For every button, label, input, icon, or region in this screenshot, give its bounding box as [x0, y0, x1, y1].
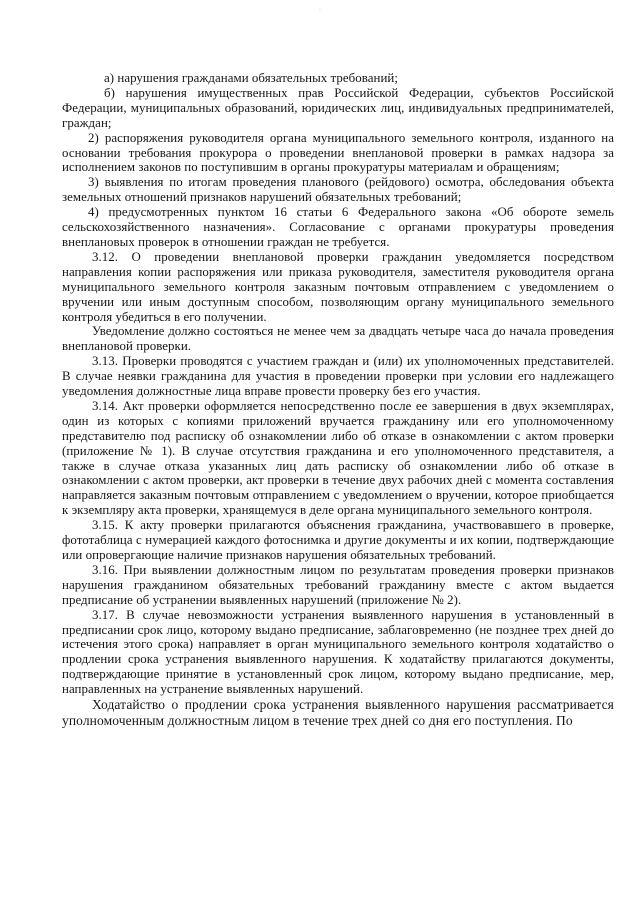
paragraph-3-11-1-a: а) нарушения гражданами обязательных требований; [104, 71, 398, 85]
page-mark: · [319, 7, 321, 14]
paragraph-3-11-4: 4) предусмотренных пунктом 16 статьи 6 Федерального закона «Об обороте земель сельскохозяйственного назначения». Согласование с органами прокуратуры проведения внеплановых проверок в отношении граждан не требуется. [62, 205, 614, 249]
paragraph-notice-deadline: Уведомление должно состояться не менее чем за двадцать четыре часа до начала проведения внеплановой проверки. [62, 324, 614, 354]
paragraph-extension-request: Ходатайство о продлении срока устранения выявленного нарушения рассматривается уполномоченным должностным лицом в течение трех дней со дня его поступления. По [62, 697, 614, 729]
paragraph-3-14: 3.14. Акт проверки оформляется непосредственно после ее завершения в двух экземплярах, один из которых с копиями приложений вручается гражданину или его уполномоченному представителю под расписку об ознакомлении либо об отказе в ознакомлении с актом проверки (приложение № 1). В случае отсутствия гражданина и его уполномоченного представителя, а также в случае отказа указанных лиц дать расписку об ознакомлении либо об отказе в ознакомлении с актом проверки, акт проверки в течение двух рабочих дней с момента составления направляется заказным почтовым отправлением с уведомлением о вручении, которое приобщается к экземпляру акта проверки, хранящемуся в деле органа муниципального земельного контроля. [62, 398, 614, 518]
paragraph-3-11-3: 3) выявления по итогам проведения планового (рейдового) осмотра, обследования объекта земельных отношений признаков нарушений обязательных требований; [62, 175, 614, 205]
paragraph-3-17: 3.17. В случае невозможности устранения выявленного нарушения в установленный в предписании срок лицо, которому выдано предписание, заблаговременно (не позднее трех дней до истечения этого срока) направляет в орган муниципального земельного контроля ходатайство о продлении срока устранения выявленного нарушения. К ходатайству прилагаются документы, подтверждающие принятие в установленный срок лицом, которому выдано предписание, мер, направленных на устранение выявленных нарушений. [62, 607, 614, 697]
paragraph-3-11-1-b: б) нарушения имущественных прав Российской Федерации, субъектов Российской Федерации, муниципальных образований, юридических лиц, индивидуальных предпринимателей, граждан; [62, 85, 614, 130]
paragraph-3-11-2: 2) распоряжения руководителя органа муниципального земельного контроля, изданного на основании требования прокурора о проведении внеплановой проверки в рамках надзора за исполнением законов по поступившим в органы прокуратуры материалам и обращениям; [62, 130, 614, 175]
document-body [62, 71, 614, 730]
paragraph-3-13: 3.13. Проверки проводятся с участием граждан и (или) их уполномоченных представителей. В случае неявки гражданина для участия в проведении проверки при условии его надлежащего уведомления должностные лица вправе провести проверку без его участия. [62, 354, 614, 399]
paragraph-3-12: 3.12. О проведении внеплановой проверки гражданин уведомляется посредством направления копии распоряжения или приказа руководителя, заместителя руководителя органа муниципального земельного контроля заказным почтовым отправлением с уведомлением о вручении или иным доступным способом, позволяющим органу муниципального земельного контроля убедиться в его получении. [62, 249, 614, 324]
paragraph-3-15: 3.15. К акту проверки прилагаются объяснения гражданина, участвовавшего в проверке, фототаблица с нумерацией каждого фотоснимка и другие документы и их копии, подтверждающие или опровергающие наличие признаков нарушения обязательных требований. [62, 518, 614, 562]
paragraph-3-16: 3.16. При выявлении должностным лицом по результатам проведения проверки признаков нарушения гражданином обязательных требований гражданину вместе с актом выдается предписание об устранении выявленных нарушений (приложение № 2). [62, 562, 614, 607]
